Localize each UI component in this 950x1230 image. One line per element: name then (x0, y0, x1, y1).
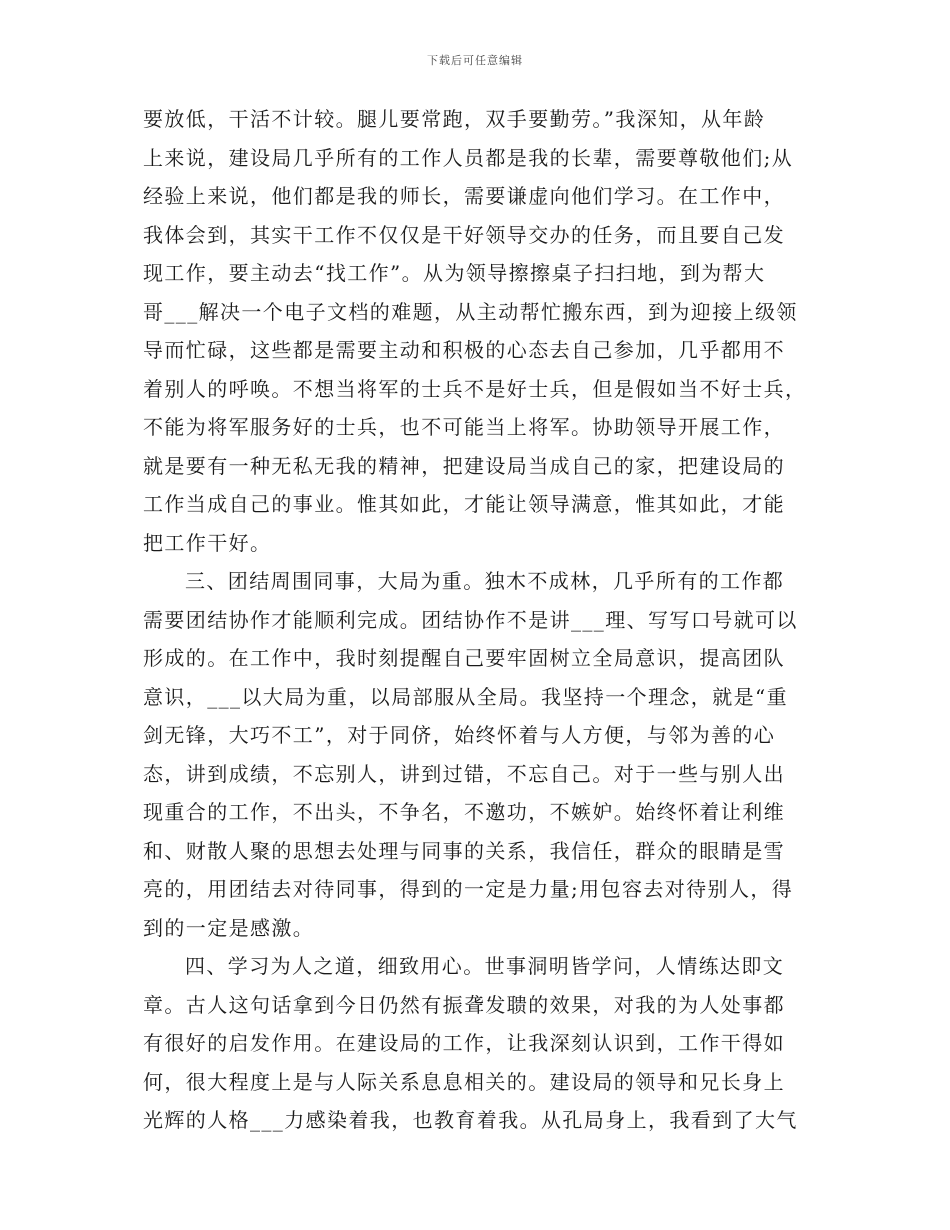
text-line: 要放低，干活不计较。腿儿要常跑，双手要勤劳。”我深知，从年龄 (143, 107, 766, 131)
text-line: 形成的。在工作中，我时刻提醒自己要牢固树立全局意识，提高团队 (143, 646, 785, 670)
text-line: 和、财散人聚的思想去处理与同事的关系，我信任，群众的眼睛是雪 (143, 838, 785, 863)
text-line: 光辉的人格___力感染着我，也教育着我。从孔局身上，我看到了大气 (143, 1108, 798, 1132)
text-line: 何，很大程度上是与人际关系息息相关的。建设局的领导和兄长身上 (143, 1069, 785, 1094)
text-line: 就是要有一种无私无我的精神，把建设局当成自己的家，把建设局的 (143, 453, 785, 478)
text-line: 哥___解决一个电子文档的难题，从主动帮忙搬东西，到为迎接上级领 (143, 299, 798, 324)
text-line: 工作当成自己的事业。惟其如此，才能让领导满意，惟其如此，才能 (143, 492, 785, 516)
text-line: 导而忙碌，这些都是需要主动和积极的心态去自己参加，几乎都用不 (143, 338, 785, 362)
text-line: 我体会到，其实干工作不仅仅是干好领导交办的任务，而且要自己发 (143, 222, 785, 247)
text-line: 现重合的工作，不出头，不争名，不邀功，不嫉妒。始终怀着让利维 (143, 800, 785, 824)
document-body (143, 100, 813, 1140)
text-line: 着别人的呼唤。不想当将军的士兵不是好士兵，但是假如当不好士兵， (143, 376, 807, 401)
text-line: 上来说，建设局几乎所有的工作人员都是我的长辈，需要尊敬他们;从 (143, 145, 794, 170)
paragraph-1 (143, 100, 813, 562)
text-line: 现工作，要主动去“找工作”。从为领导擦擦桌子扫扫地，到为帮大 (143, 261, 766, 285)
text-line: 亮的，用团结去对待同事，得到的一定是力量;用包容去对待别人，得 (143, 877, 794, 901)
text-line-first: 三、团结周围同事，大局为重。独木不成林，几乎所有的工作都 (185, 569, 785, 593)
text-line: 意识，___以大局为重，以局部服从全局。我坚持一个理念，就是“重 (143, 684, 789, 709)
text-line: 剑无锋，大巧不工”，对于同侪，始终怀着与人方便，与邻为善的心 (143, 723, 776, 747)
text-line: 有很好的启发作用。在建设局的工作，让我深刻认识到，工作干得如 (143, 1031, 785, 1055)
text-line-first: 四、学习为人之道，细致用心。世事洞明皆学问，人情练达即文 (185, 954, 785, 978)
text-line: 态，讲到成绩，不忘别人，讲到过错，不忘自己。对于一些与别人出 (143, 761, 785, 786)
text-line: 经验上来说，他们都是我的师长，需要谦虚向他们学习。在工作中， (143, 184, 785, 208)
text-line: 章。古人这句话拿到今日仍然有振聋发聩的效果，对我的为人处事都 (143, 992, 785, 1017)
text-line: 需要团结协作才能顺利完成。团结协作不是讲___理、写写口号就可以 (143, 607, 798, 632)
page-header: 下载后可任意编辑 (427, 54, 523, 67)
text-line: 不能为将军服务好的士兵，也不可能当上将军。协助领导开展工作， (143, 415, 785, 439)
text-line: 到的一定是感激。 (143, 915, 315, 940)
paragraph-2 (143, 562, 813, 947)
text-line: 把工作干好。 (143, 530, 272, 555)
paragraph-3 (143, 947, 813, 1140)
